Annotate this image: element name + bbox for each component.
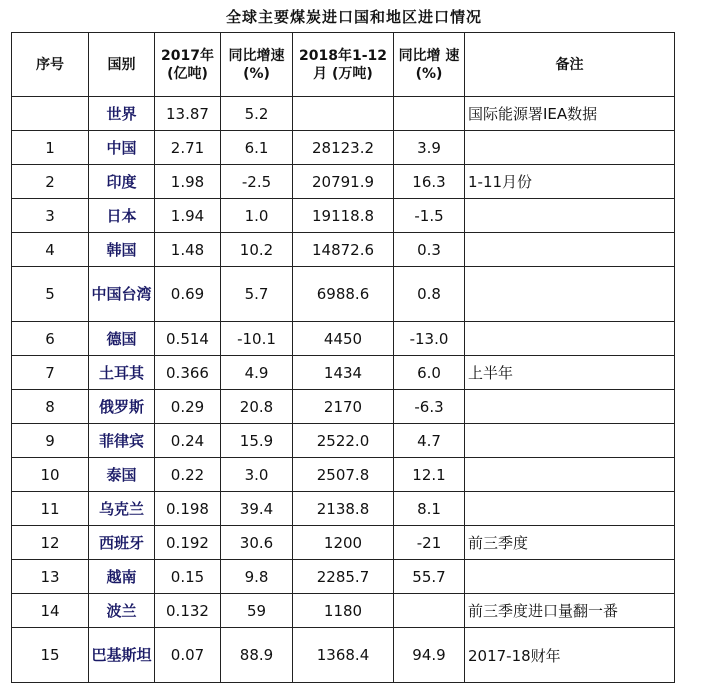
row-note: [465, 390, 675, 424]
row-2018-growth: 6.0: [394, 356, 465, 390]
row-2017-growth: 9.8: [221, 560, 293, 594]
table-row: [12, 131, 675, 165]
row-country: 乌克兰: [89, 492, 155, 526]
row-note: [465, 424, 675, 458]
row-2017-volume: 0.69: [155, 267, 221, 322]
row-country: 印度: [89, 165, 155, 199]
row-index: 9: [12, 424, 89, 458]
row-2018-volume: 19118.8: [293, 199, 394, 233]
table-row: [12, 526, 675, 560]
table-row: [12, 628, 675, 683]
row-country: 世界: [89, 97, 155, 131]
row-2017-growth: 1.0: [221, 199, 293, 233]
row-2017-volume: 0.24: [155, 424, 221, 458]
row-2018-volume: [293, 97, 394, 131]
row-index: 11: [12, 492, 89, 526]
row-index: 1: [12, 131, 89, 165]
row-2017-growth: 6.1: [221, 131, 293, 165]
row-2017-growth: 10.2: [221, 233, 293, 267]
row-index: 14: [12, 594, 89, 628]
table-row: [12, 233, 675, 267]
row-2017-volume: 0.198: [155, 492, 221, 526]
row-2018-volume: 1200: [293, 526, 394, 560]
row-2017-growth: 30.6: [221, 526, 293, 560]
row-2017-growth: 3.0: [221, 458, 293, 492]
row-2017-volume: 0.132: [155, 594, 221, 628]
row-note: [465, 199, 675, 233]
row-2018-growth: 8.1: [394, 492, 465, 526]
row-country: 巴基斯坦: [89, 628, 155, 683]
row-2017-growth: 4.9: [221, 356, 293, 390]
row-country: 越南: [89, 560, 155, 594]
row-2018-volume: 2522.0: [293, 424, 394, 458]
row-2017-growth: 15.9: [221, 424, 293, 458]
row-country: 德国: [89, 322, 155, 356]
row-2017-volume: 1.98: [155, 165, 221, 199]
row-2018-volume: 2507.8: [293, 458, 394, 492]
row-2018-volume: 28123.2: [293, 131, 394, 165]
row-2018-volume: 1434: [293, 356, 394, 390]
row-2017-growth: 59: [221, 594, 293, 628]
row-2017-volume: 0.29: [155, 390, 221, 424]
row-index: 12: [12, 526, 89, 560]
row-2018-volume: 1180: [293, 594, 394, 628]
row-note: [465, 458, 675, 492]
row-2018-growth: -1.5: [394, 199, 465, 233]
row-note: [465, 560, 675, 594]
row-index: 6: [12, 322, 89, 356]
row-2018-growth: -6.3: [394, 390, 465, 424]
table-row: [12, 199, 675, 233]
row-2017-growth: -10.1: [221, 322, 293, 356]
row-index: 10: [12, 458, 89, 492]
row-2018-volume: 1368.4: [293, 628, 394, 683]
row-2017-volume: 0.366: [155, 356, 221, 390]
row-index: 3: [12, 199, 89, 233]
row-note: 前三季度进口量翻一番: [465, 594, 675, 628]
row-2017-growth: 39.4: [221, 492, 293, 526]
row-index: 15: [12, 628, 89, 683]
table-row: [12, 97, 675, 131]
row-2018-growth: 12.1: [394, 458, 465, 492]
row-2018-volume: 4450: [293, 322, 394, 356]
row-note: [465, 131, 675, 165]
row-2018-growth: 3.9: [394, 131, 465, 165]
row-country: 韩国: [89, 233, 155, 267]
row-2018-volume: 2138.8: [293, 492, 394, 526]
header-index: 序号: [12, 33, 89, 97]
row-2017-growth: 88.9: [221, 628, 293, 683]
row-country: 土耳其: [89, 356, 155, 390]
row-2017-growth: -2.5: [221, 165, 293, 199]
row-2018-growth: 16.3: [394, 165, 465, 199]
row-country: 日本: [89, 199, 155, 233]
header-country: 国别: [89, 33, 155, 97]
row-note: 前三季度: [465, 526, 675, 560]
table-row: [12, 165, 675, 199]
row-index: 13: [12, 560, 89, 594]
row-country: 中国: [89, 131, 155, 165]
row-2018-growth: 94.9: [394, 628, 465, 683]
coal-import-table: [11, 32, 675, 683]
header-2018-volume: 2018年1-12 月 (万吨): [293, 33, 394, 97]
row-2018-growth: [394, 594, 465, 628]
table-title: 全球主要煤炭进口国和地区进口情况: [225, 8, 482, 26]
table-row: [12, 267, 675, 322]
table-row: [12, 492, 675, 526]
table-row: [12, 458, 675, 492]
table-row: [12, 424, 675, 458]
row-2018-growth: 4.7: [394, 424, 465, 458]
row-2017-volume: 2.71: [155, 131, 221, 165]
row-index: 4: [12, 233, 89, 267]
row-country: 俄罗斯: [89, 390, 155, 424]
row-2017-volume: 13.87: [155, 97, 221, 131]
row-country: 菲律宾: [89, 424, 155, 458]
header-2017-growth: 同比增速 (%): [221, 33, 293, 97]
header-2018-growth: 同比增 速(%): [394, 33, 465, 97]
row-2017-growth: 5.7: [221, 267, 293, 322]
row-2018-volume: 2170: [293, 390, 394, 424]
row-index: 7: [12, 356, 89, 390]
row-index: 5: [12, 267, 89, 322]
row-note: [465, 267, 675, 322]
row-country: 波兰: [89, 594, 155, 628]
row-2018-growth: 55.7: [394, 560, 465, 594]
header-note: 备注: [465, 33, 675, 97]
row-note: 2017-18财年: [465, 628, 675, 683]
row-note: [465, 233, 675, 267]
row-2018-growth: -21: [394, 526, 465, 560]
row-index: 8: [12, 390, 89, 424]
row-2018-volume: 14872.6: [293, 233, 394, 267]
row-note: 上半年: [465, 356, 675, 390]
table-row: [12, 560, 675, 594]
table-row: [12, 390, 675, 424]
table-row: [12, 594, 675, 628]
header-row: [12, 33, 675, 97]
row-2018-growth: [394, 97, 465, 131]
row-2017-volume: 1.48: [155, 233, 221, 267]
row-note: [465, 492, 675, 526]
row-2017-volume: 1.94: [155, 199, 221, 233]
row-country: 泰国: [89, 458, 155, 492]
row-index: [12, 97, 89, 131]
row-note: 1-11月份: [465, 165, 675, 199]
row-country: 西班牙: [89, 526, 155, 560]
row-2018-volume: 20791.9: [293, 165, 394, 199]
row-country: 中国台湾: [89, 267, 155, 322]
row-2017-growth: 5.2: [221, 97, 293, 131]
table-row: [12, 322, 675, 356]
row-2017-volume: 0.22: [155, 458, 221, 492]
row-2018-growth: -13.0: [394, 322, 465, 356]
row-2017-volume: 0.15: [155, 560, 221, 594]
row-2018-growth: 0.8: [394, 267, 465, 322]
row-2017-volume: 0.07: [155, 628, 221, 683]
row-note: 国际能源署IEA数据: [465, 97, 675, 131]
row-2017-volume: 0.192: [155, 526, 221, 560]
row-2018-growth: 0.3: [394, 233, 465, 267]
row-2017-growth: 20.8: [221, 390, 293, 424]
table-row: [12, 356, 675, 390]
row-2018-volume: 6988.6: [293, 267, 394, 322]
row-2017-volume: 0.514: [155, 322, 221, 356]
row-note: [465, 322, 675, 356]
header-2017-volume: 2017年 (亿吨): [155, 33, 221, 97]
row-index: 2: [12, 165, 89, 199]
row-2018-volume: 2285.7: [293, 560, 394, 594]
